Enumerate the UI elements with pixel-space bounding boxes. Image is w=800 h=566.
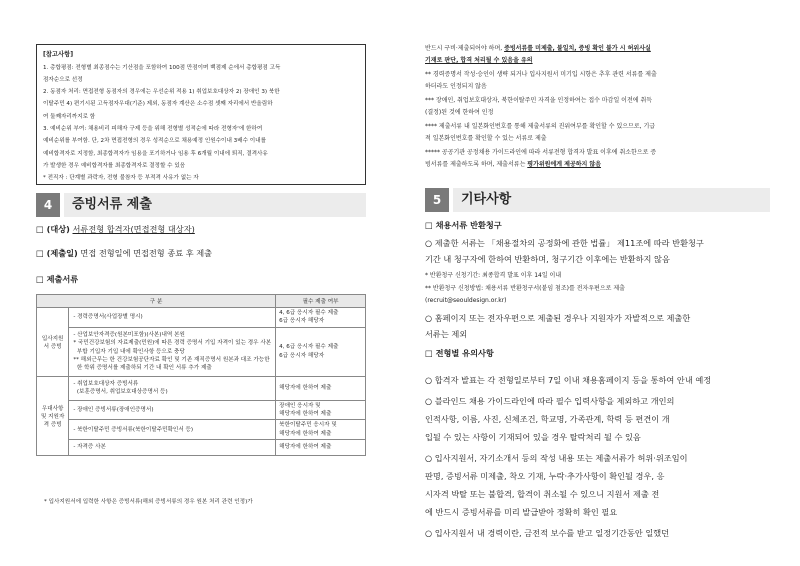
target-line bbox=[36, 222, 195, 238]
reference-line: 2. 동점자 처리: 면접전형 동점자의 경우에는 우선순위 적용 1) 취업보호대상자 2) 장애인 3) 북한 bbox=[43, 89, 280, 96]
section-4-number: 4 bbox=[36, 193, 60, 217]
table-row bbox=[37, 376, 366, 400]
reference-line: 점자순으로 선정 bbox=[43, 76, 83, 83]
table-cell-required: 4, 6급 응시자 필수 제출 6급 응시자 해당자 bbox=[276, 308, 366, 328]
returns-heading: □ 채용서류 반환청구 bbox=[425, 220, 502, 230]
section-5-header bbox=[425, 188, 770, 212]
notes-heading: □ 전형별 유의사항 bbox=[425, 348, 494, 358]
notes-line: 시자격 박탈 또는 불합격, 합격이 취소될 수 있으니 지원서 제출 전 bbox=[425, 489, 660, 499]
returns-line: ○ 제출한 서류는 「채용절차의 공정화에 관한 법률」 제11조에 따라 반환청구 bbox=[425, 238, 704, 248]
table-cell-item: - 북한이탈주민 증빙서류(북한이탈주민확인서 등) bbox=[69, 420, 276, 440]
reference-line: * 전직자 : 단계별 과락자, 전형 불참자 등 부적격 사유가 없는 자 bbox=[43, 175, 199, 182]
note-line: ***** 공공기관 공정채용 가이드라인에 따라 서류전형 합격자 발표 이후에 취소한으로 증 bbox=[425, 149, 657, 156]
section-4-footnote: * 입사지원서에 입력한 사항은 증빙서류(해외 증빙서류의 경우 원본 처리 관련 인정)가 bbox=[44, 499, 253, 505]
note-line: (결정)된 것에 한하여 인정 bbox=[425, 109, 494, 116]
table-cell-required: 북한이탈주민 응시자 및 해당자에 한하여 제출 bbox=[276, 420, 366, 440]
table-header-required: 필수 제출 여부 bbox=[276, 295, 366, 308]
table-body bbox=[37, 308, 366, 456]
table-cell-required: 해당자에 한하여 제출 bbox=[276, 376, 366, 400]
table-row bbox=[37, 308, 366, 328]
reference-line: 예비합격자로 지정함, 최종합격자가 임용을 포기하거나 임용 후 6개월 이내에 퇴직, 결격사유 bbox=[43, 150, 268, 157]
table-cell-item: - 산업보안자격증(원본미포함)(사본)내역 본원 * 국민건강보험의 자료제출(민원)에 따른 경력 증명서 기입 자격이 있는 경우 사본 부합 기입자 기입 내에 확인사항 등으로 충당 ** 해외근무는 한 건강보험공단자료 확인 및 기존 재직증명서 원본과 대조 가능한 한 학위 증명서를 제출하되 기간 내 확인 서류 추가 제출 bbox=[69, 327, 276, 376]
returns-line: ** 반환청구 신청방법: 채용서류 반환청구서(붙임 첨조)를 전자우편으로 제출 bbox=[425, 285, 625, 292]
table-cell-required: 장애인 응시자 및 해당자에 한하여 제출 bbox=[276, 400, 366, 420]
returns-line: 기간 내 청구자에 한하여 반환하며, 청구기간 이후에는 반환하지 않음 bbox=[425, 254, 670, 264]
reference-line: 1. 총합평점: 전형별 최종점수는 기산점을 포함하여 100점 만점이며 백점제 순에서 총합평점 고득 bbox=[43, 64, 281, 71]
section-5-title: 기타사항 bbox=[461, 192, 512, 207]
notes-line: ○ 합격자 발표는 각 전형일로부터 7일 이내 채용홈페이지 등을 통하여 안내 예정 bbox=[425, 375, 712, 385]
note-line: 기재로 판단, 합격 처리될 수 있음을 유의 bbox=[425, 57, 533, 64]
section-4-header bbox=[36, 193, 366, 217]
table-cell-item: - 장애인 증빙서류(장애인증명서) bbox=[69, 400, 276, 420]
table-row bbox=[37, 327, 366, 376]
table-cell-item: - 취업보호대상자 증빙서류 (보훈증명서, 취업보호대상증명서 등) bbox=[69, 376, 276, 400]
target-label: □ (대상) bbox=[36, 224, 70, 234]
reference-line: 예비순위를 부여함. 단, 2차 면접전형의 경우 성적순으로 채용예정 인원수이내 3배수 이내를 bbox=[43, 138, 266, 145]
reference-line: 이탈주민 4) 편기시된 고득점자우대(기준) 제외, 동점자 계산은 소수점 셋째 자리에서 반올림하 bbox=[43, 101, 273, 108]
reference-lines bbox=[43, 62, 359, 185]
note-line: 빙서류를 제출하도록 하며, 제출서류는 평가위원에게 제공하지 않음 bbox=[425, 161, 602, 168]
table-cell-required: 해당자에 한하여 제출 bbox=[276, 440, 366, 455]
returns-line: * 반환청구 신청기간: 최종합격 발표 이후 14일 이내 bbox=[425, 272, 562, 279]
table-row bbox=[37, 400, 366, 420]
returns-line: (recruit@seouldesign.or.kr) bbox=[425, 297, 507, 304]
reference-box bbox=[36, 44, 366, 185]
table-header-category: 구 분 bbox=[37, 295, 276, 308]
reference-title: [참고사항] bbox=[43, 51, 74, 58]
notes-line: 판명, 증빙서류 미제출, 착오 기재, 누락·추가사항이 확인될 경우, 응 bbox=[425, 471, 665, 481]
returns-line: ○ 홈페이지 또는 전자우편으로 제출된 경우나 지원자가 자발적으로 제출한 bbox=[425, 313, 691, 323]
table-group-label: 우대사항 및 지원자격 증빙 bbox=[37, 376, 69, 455]
notes-line: 입될 수 있는 사항이 기재되어 있을 경우 탈락처리 될 수 있음 bbox=[425, 432, 641, 442]
notes-line: 인적사항, 이름, 사진, 신체조건, 학교명, 가족관계, 학력 등 편견이 개 bbox=[425, 414, 670, 424]
section-4-title: 증빙서류 제출 bbox=[72, 197, 152, 212]
note-line: 하더라도 인정되지 않음 bbox=[425, 83, 487, 90]
note-line: 적 일본화인번호를 확인할 수 있는 서류로 제출 bbox=[425, 135, 547, 142]
docs-heading: □ 제출서류 bbox=[36, 274, 79, 284]
table-row bbox=[37, 440, 366, 455]
documents-table bbox=[36, 294, 366, 456]
note-line: *** 장애인, 취업보호대상자, 북한이탈주민 자격을 인정하여는 접수 마감일 이전에 취득 bbox=[425, 97, 653, 104]
table-cell-required: 4, 6급 응시자 필수 제출 6급 응시자 해당자 bbox=[276, 327, 366, 376]
note-line: **** 제출서류 내 일본화인번호를 통해 제출서류의 진위여부를 확인할 수 있으므로, 기급 bbox=[425, 123, 656, 130]
table-cell-item: - 경력증명서(사업장별 명시) bbox=[69, 308, 276, 328]
table-group-label: 입사지원서 증빙 bbox=[37, 308, 69, 377]
note-line: ** 경력증명서 작성·승인이 생략 되거나 입사지원서 미기입 시항은 추후 관련 서류를 제출 bbox=[425, 71, 657, 78]
note-line: 반드시 구비·제출되어야 하며, 증빙서류를 미제출, 불일치, 증빙 확인 불가 시 허위사실 bbox=[425, 45, 651, 52]
notes-line: ○ 입사지원서 내 경력이란, 금전적 보수를 받고 일정기간동안 일했던 bbox=[425, 528, 670, 538]
submit-line bbox=[36, 246, 212, 262]
returns-line: 서류는 제외 bbox=[425, 329, 468, 339]
reference-line: 여 둘째자리까지로 함 bbox=[43, 113, 96, 120]
section-5-number: 5 bbox=[425, 188, 449, 212]
submit-label: □ (제출일) bbox=[36, 248, 78, 258]
reference-line: 3. 예비순위 부여: 채용비리 피해자 구제 등을 위해 전형별 성적순에 따라 전형자'에 한하여 bbox=[43, 126, 263, 133]
target-text: 서류전형 합격자(면접전형 대상자) bbox=[72, 224, 195, 234]
table-row bbox=[37, 420, 366, 440]
notes-line: 에 반드시 증빙서류를 미리 발급받아 정확히 확인 필요 bbox=[425, 507, 618, 517]
notes-line: ○ 입사지원서, 자기소개서 등의 작성 내용 또는 제출서류가 허위·위조임이 bbox=[425, 453, 688, 463]
table-cell-item: - 자격증 사본 bbox=[69, 440, 276, 455]
reference-line: 가 발생한 경우 예비합격자를 최종합격자로 결정할 수 있음 bbox=[43, 162, 186, 169]
notes-line: ○ 블라인드 채용 가이드라인에 따라 필수 입력사항을 제외하고 개인의 bbox=[425, 396, 675, 406]
submit-text: 면접 전형일에 면접전형 종료 후 제출 bbox=[80, 248, 213, 258]
